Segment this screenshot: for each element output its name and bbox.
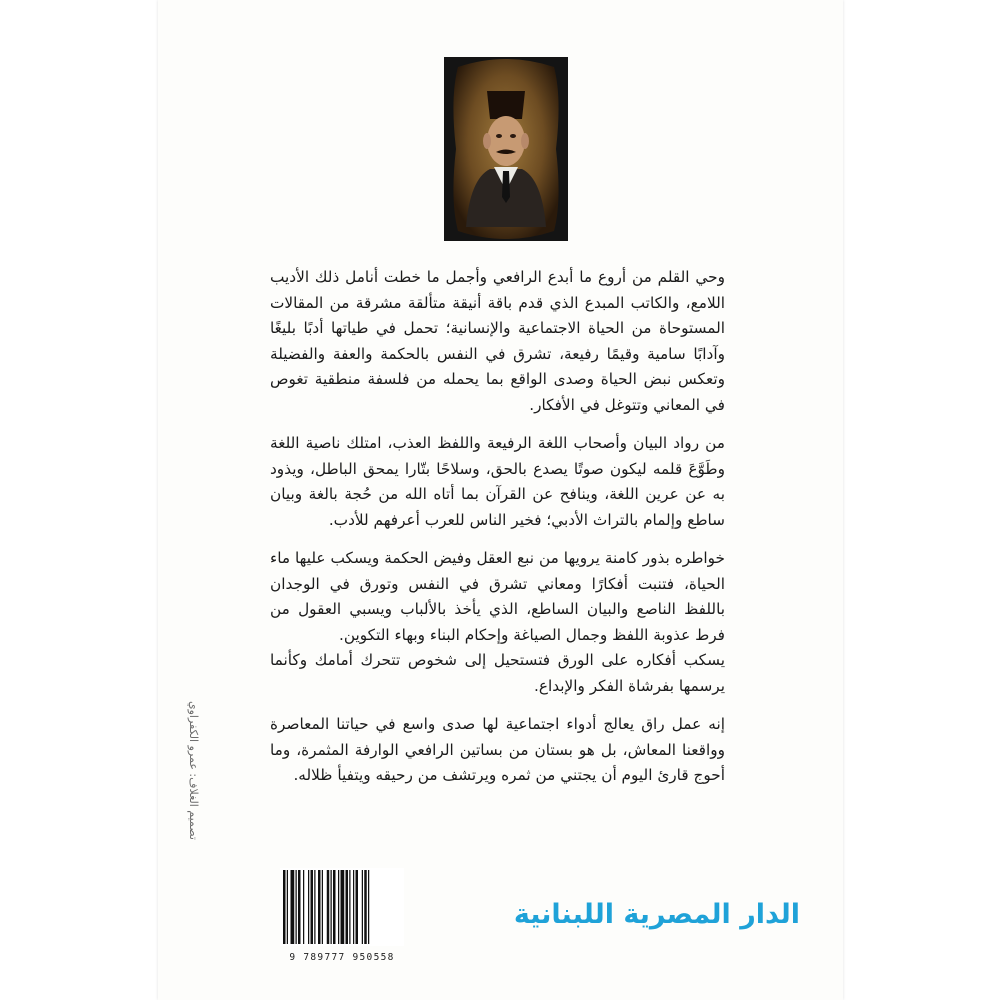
blurb-paragraph: يسكب أفكاره على الورق فتستحيل إلى شخوص تتحرك أمامك وكأنما يرسمها بفرشاة الفكر والإبداع. — [270, 651, 725, 695]
blurb-paragraph: من رواد البيان وأصحاب اللغة الرفيعة واللفظ العذب، امتلك ناصية اللغة وطَوَّعَ قلمه ليكون صوتًا يصدع بالحق، وسلاحًا بتّارا يمحق الباطل، ويذود به عن عرين اللغة، وينافح عن القرآن بما أتاه الله من حُجة بالغة وبيان ساطع وإلمام بالتراث الأدبي؛ فخير الناس للعرب أعرفهم للأدب. — [270, 434, 725, 529]
blurb-paragraph: خواطره بذور كامنة يرويها من نبع العقل وفيض الحكمة ويسكب عليها ماء الحياة، فتنبت أفكارًا ومعاني تشرق في النفس وتورق في الوجدان باللفظ الناصع والبيان الساطع، الذي يأخذ بالألباب ويسبي العقول من فرط عذوبة اللفظ وجمال الصياغة وإحكام البناء وبهاء التكوين. — [270, 549, 725, 644]
publisher-logo: الدار المصرية اللبنانية — [513, 899, 800, 930]
blurb-paragraph: إنه عمل راق يعالج أدواء اجتماعية لها صدى واسع في حياتنا المعاصرة وواقعنا المعاش، بل هو بستان من بساتين الرافعي الوارفة المثمرة، وما أحوج قارئ اليوم أن يجتني من ثمره ويرتشف من رحيقه ويتفيأ ظلاله. — [270, 715, 725, 784]
author-portrait-image — [444, 57, 568, 241]
isbn-number: 9 789777 950558 — [289, 952, 395, 963]
author-portrait — [444, 57, 568, 241]
barcode-icon — [280, 868, 404, 946]
isbn-barcode — [280, 868, 404, 968]
back-cover-blurb — [270, 265, 725, 802]
cover-design-credit: تصميم الغلاف: عمرو الكفراوي — [187, 701, 200, 840]
blurb-paragraph: وحي القلم من أروع ما أبدع الرافعي وأجمل ما خطت أنامل ذلك الأديب اللامع، والكاتب المبدع الذي قدم باقة أنيقة متألقة مشرقة من المقالات المستوحاة من الحياة الاجتماعية والإنسانية؛ تحمل في طياتها أدبًا بليغًا وآدابًا سامية وقيمًا رفيعة، تشرق في النفس بالحكمة والعفة والفضيلة وتعكس نبض الحياة وصدى الواقع بما يحمله من فلسفة منطقية تغوص في المعاني وتتوغل في الأفكار. — [270, 268, 725, 414]
